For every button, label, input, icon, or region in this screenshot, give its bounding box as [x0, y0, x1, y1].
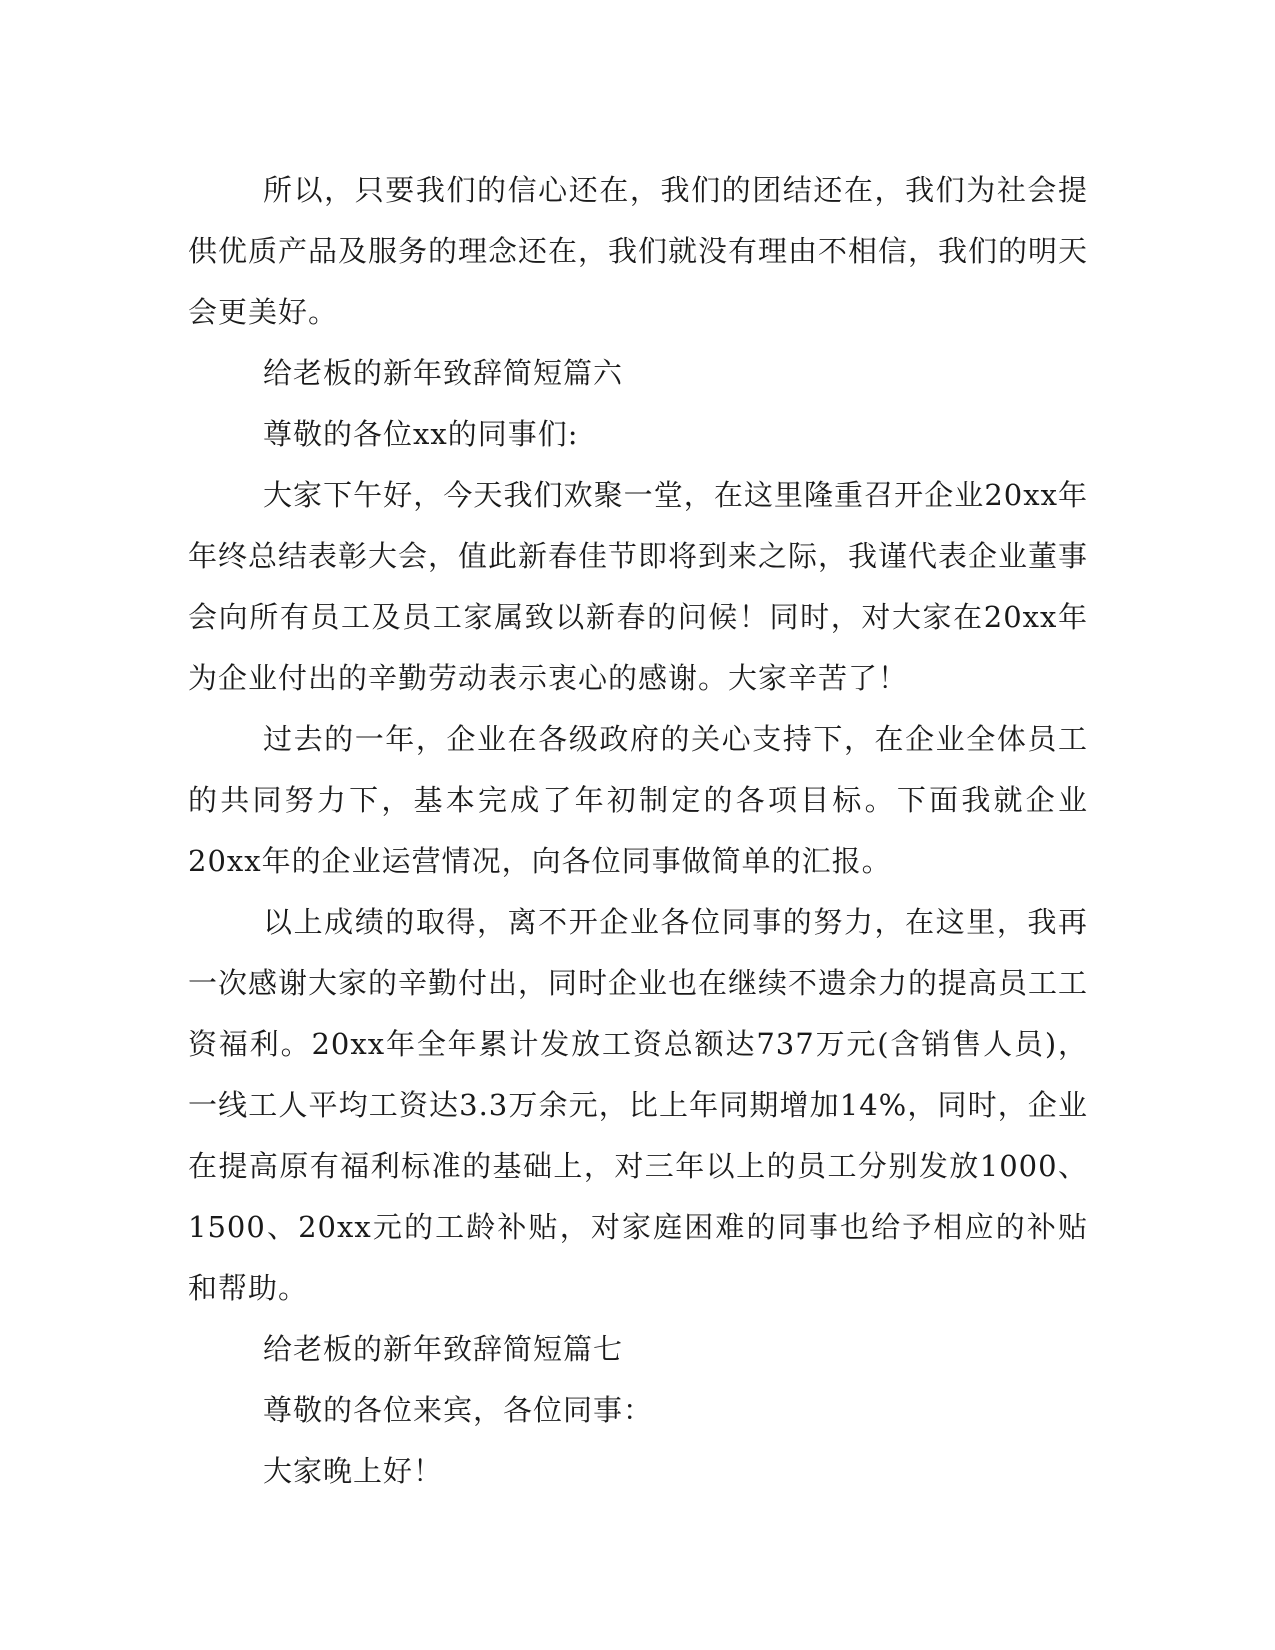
paragraph-greeting-afternoon: 大家下午好，今天我们欢聚一堂，在这里隆重召开企业20xx年年终总结表彰大会，值此新春佳节即将到来之际，我谨代表企业董事会向所有员工及员工家属致以新春的问候！同时，对大家在20xx年为企业付出的辛勤劳动表示衷心的感谢。大家辛苦了！ — [188, 478, 1089, 695]
paragraph-closing-remarks: 所以，只要我们的信心还在，我们的团结还在，我们为社会提供优质产品及服务的理念还在，我们就没有理由不相信，我们的明天会更美好。 — [188, 173, 1089, 329]
section-heading-part-six: 给老板的新年致辞简短篇六 — [263, 356, 624, 390]
document-body — [188, 160, 1088, 1502]
paragraph-greeting-evening: 大家晚上好！ — [263, 1454, 444, 1488]
section-heading-part-seven: 给老板的新年致辞简短篇七 — [263, 1332, 624, 1366]
salutation-colleagues: 尊敬的各位xx的同事们: — [263, 417, 579, 451]
salutation-guests: 尊敬的各位来宾，各位同事： — [263, 1393, 654, 1427]
paragraph-achievements-welfare: 以上成绩的取得，离不开企业各位同事的努力，在这里，我再一次感谢大家的辛勤付出，同时企业也在继续不遗余力的提高员工工资福利。20xx年全年累计发放工资总额达737万元(含销售人员)，一线工人平均工资达3.3万余元，比上年同期增加14%，同时，企业在提高原有福利标准的基础上，对三年以上的员工分别发放1000、1500、20xx元的工龄补贴，对家庭困难的同事也给予相应的补贴和帮助。 — [188, 905, 1089, 1305]
paragraph-past-year: 过去的一年，企业在各级政府的关心支持下，在企业全体员工的共同努力下，基本完成了年初制定的各项目标。下面我就企业20xx年的企业运营情况，向各位同事做简单的汇报。 — [188, 722, 1088, 878]
